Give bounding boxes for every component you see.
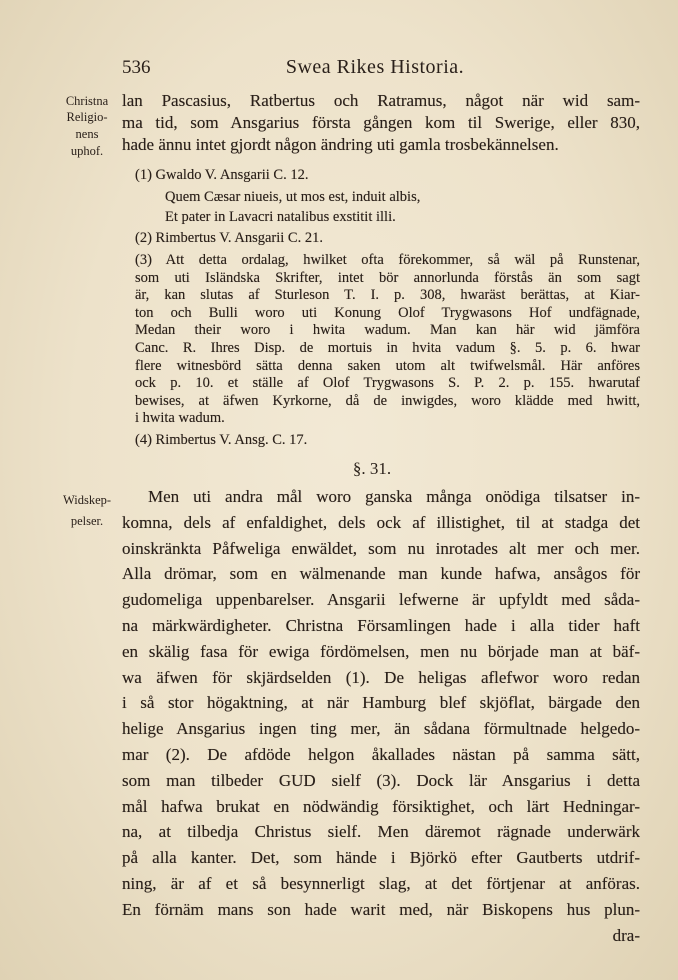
text-line: helige Ansgarius ingen ting mer, än sådana förmultnade helgedo- [122,719,640,738]
text-line: komna, dels af enfaldighet, dels ock af illistighet, til at stadga det [122,513,640,532]
text-line: en skälig fasa för ewiga fördömelsen, men nu började man at bäf- [122,642,640,661]
text-line: En förnäm mans son hade warit med, när Biskopens hus plun- [122,900,640,919]
footnote-line: Canc. R. Ihres Disp. de mortuis in hvita vadum §. 5. p. 6. hwar [135,340,640,356]
footnote-4: (4) Rimbertus V. Ansg. C. 17. [135,432,308,448]
margin-note-line: Christna [65,94,109,108]
text-line: Men uti andra mål woro ganska många onödiga tilsatser in- [148,487,640,506]
section-heading: §. 31. [352,459,392,478]
text-line: Alla drömar, som en wälmenande man kunde hafwa, ansågos för [122,564,640,583]
footnote-1-verse-line: Et pater in Lavacri natalibus exstitit illi. [165,209,396,225]
footnote-line: (3) Att detta ordalag, hwilket ofta förekommer, så wäl på Runstenar, [135,252,640,268]
margin-note-line: uphof. [70,144,104,158]
text-line: i så stor högaktning, at när Hamburg blef skjöflat, bärgade den [122,693,640,712]
footnote-line: bewises, at äfwen Kyrkorne, då de inwigdes, woro klädde med hwitt, [135,393,640,409]
text-line: ma tid, som Ansgarius första gången kom til Swerige, eller 830, [122,113,640,132]
footnote-1-verse-line: Quem Cæsar niueis, ut mos est, induit albis, [165,189,421,205]
footnote-line: i hwita wadum. [135,410,225,426]
margin-note-line: pelser. [70,514,104,528]
text-line: wa äfwen för skjärdselden (1). De heligas aflefwor woro redan [122,668,640,687]
text-line: na, at tilbedja Christus sielf. Men däremot rägnade underwärk [122,822,640,841]
margin-note-line: Widskep- [62,493,112,507]
running-title: Swea Rikes Historia. [285,56,465,78]
text-line: mar (2). De afdöde helgon åkallades nästan på samma sätt, [122,745,640,764]
text-line: oinskränkta Påfweliga enwäldet, som nu inrotades alt mer och mer. [122,539,640,558]
text-line: som man tilbeder GUD sielf (3). Dock lär Ansgarius i detta [122,771,640,790]
text-line: ning, är af et så besynnerligt slag, at det förtjenar at anföras. [122,874,640,893]
text-line: na märkwärdigheter. Christna Församlingen hade i alla tider haft [122,616,640,635]
footnote-line: Medan their woro i hwita wadum. Man kan här wid jämföra [135,322,640,338]
text-line: lan Pascasius, Ratbertus och Ratramus, något när wid sam- [122,91,640,110]
footnote-line: som uti Isländska Skrifter, intet bör annorlunda förstås än som sagt [135,270,640,286]
footnote-line: ock p. 10. et ställe af Olof Trygwasons S. P. 2. p. 155. hwarutaf [135,375,640,391]
margin-note-line: nens [75,127,99,141]
text-line: gudomeliga uppenbarelser. Ansgarii lefwerne är upfyldt med såda- [122,590,640,609]
text-line: på alla kanter. Det, som hände i Björkö efter Gautberts utdrif- [122,848,640,867]
margin-note-line: Religio- [66,110,108,124]
footnote-line: flere witnesbörd sätta denna saken utom alt twifwelsmål. Här anföres [135,358,640,374]
footnote-line: är, kan slutas af Sturleson T. I. p. 308, hwaräst berättas, at Kiar- [135,287,640,303]
catchword: dra- [612,926,640,945]
text-line: mål hafwa brukat en nödwändig försiktighet, och lärt Hedningar- [122,797,640,816]
text-line: hade ännu intet gjordt någon ändring uti gamla trosbekännelsen. [122,135,559,154]
page-number: 536 [122,57,151,78]
footnote-2: (2) Rimbertus V. Ansgarii C. 21. [135,230,323,246]
footnote-line: ton och Bulli woro uti Konung Olof Trygwasons Hof undfägnade, [135,305,640,321]
footnote-1: (1) Gwaldo V. Ansgarii C. 12. [135,167,309,183]
